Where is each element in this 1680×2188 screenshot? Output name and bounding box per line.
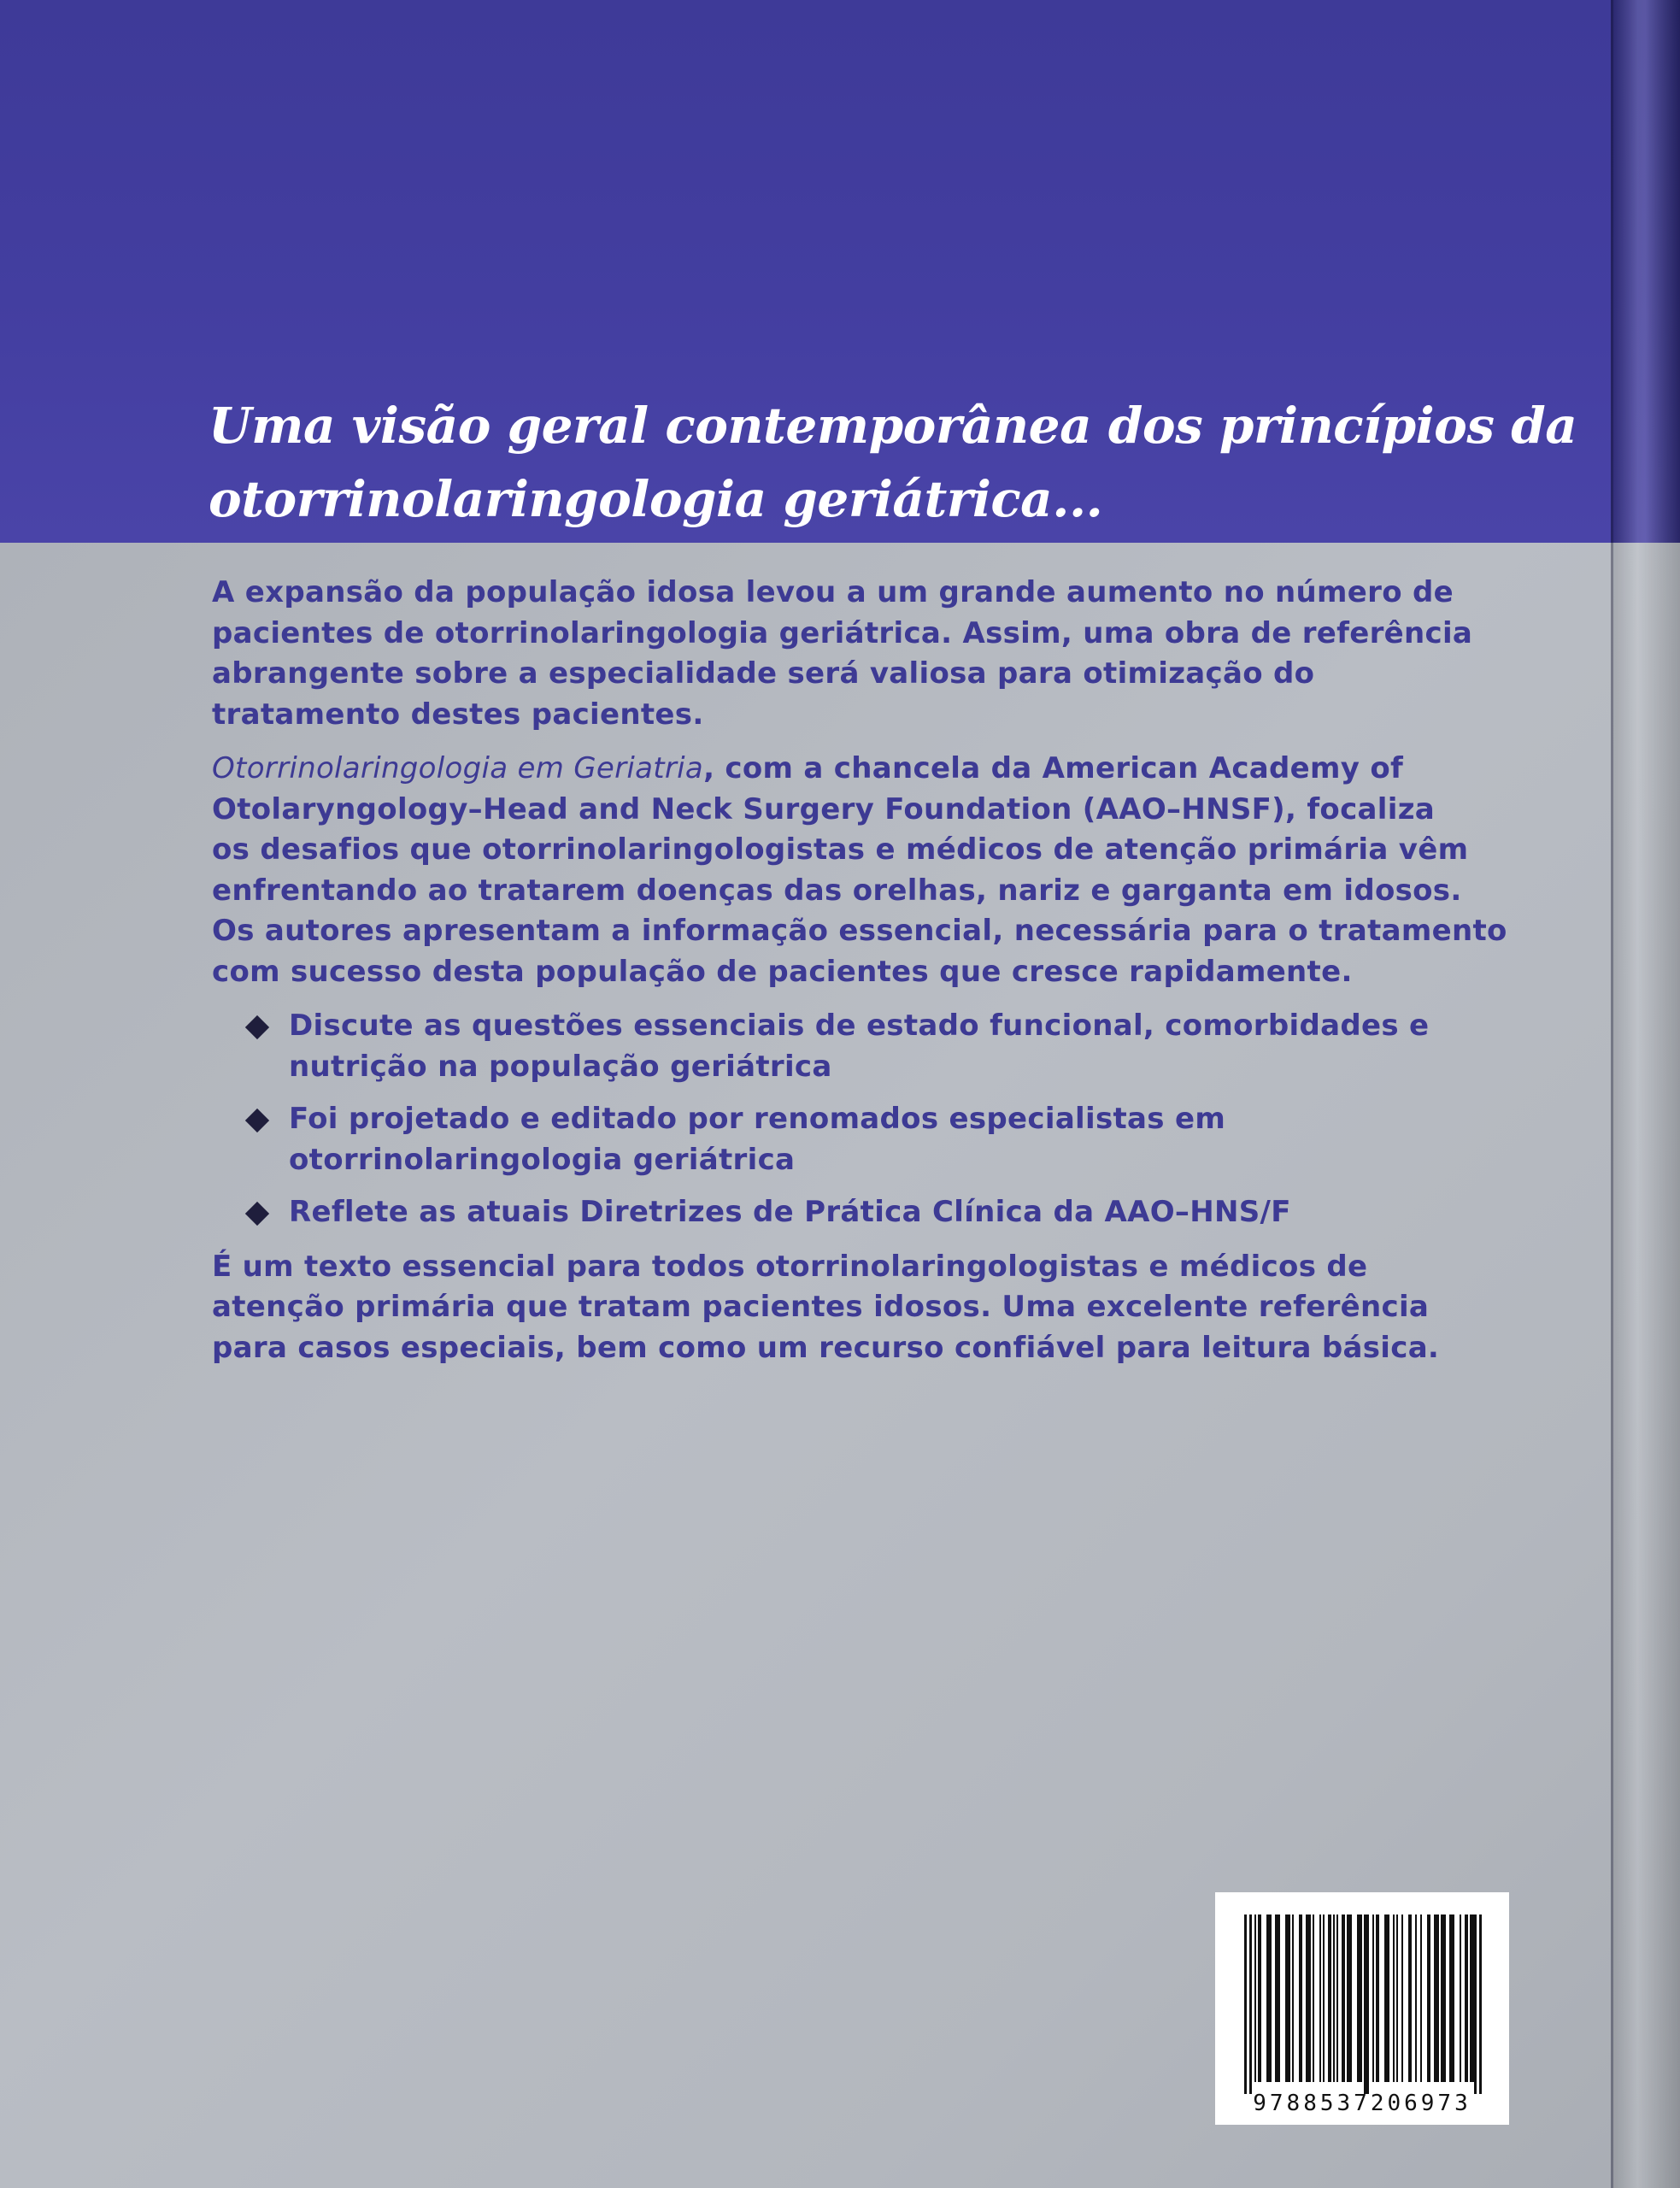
isbn-number: 9788537206973 — [1253, 2091, 1471, 2116]
barcode-bar — [1420, 1914, 1422, 2082]
text-line: pacientes de otorrinolaringologia geriátrica. Assim, uma obra de referência — [212, 615, 1473, 650]
headline-line-2: otorrinolaringologia geriátrica... — [209, 470, 1103, 528]
headline — [209, 389, 1577, 536]
barcode-bar — [1254, 1914, 1256, 2082]
barcode-bar — [1441, 1914, 1446, 2082]
barcode-bar — [1460, 1914, 1461, 2082]
headline-line-1: Uma visão geral contemporânea dos princípios da — [209, 397, 1577, 455]
barcode-bar — [1396, 1914, 1398, 2082]
barcode-bar — [1465, 1914, 1468, 2082]
text-line: atenção primária que tratam pacientes idosos. Uma excelente referência — [212, 1290, 1430, 1324]
barcode-bar — [1434, 1914, 1439, 2082]
barcode-bar — [1347, 1914, 1352, 2082]
text-line: Os autores apresentam a informação essencial, necessária para o tratamento — [212, 914, 1507, 948]
barcode-bar — [1333, 1914, 1335, 2082]
barcode-bar — [1357, 1914, 1362, 2082]
paragraph-description — [212, 749, 1545, 992]
barcode-bar — [1384, 1914, 1389, 2082]
text-line: Discute as questões essenciais de estado funcional, comorbidades e — [289, 1009, 1430, 1043]
text-line: os desafios que otorrinolaringologistas e médicos de atenção primária vêm — [212, 832, 1469, 867]
barcode-bar — [1266, 1914, 1272, 2082]
text-line: tratamento destes pacientes. — [212, 697, 704, 732]
barcode-bar — [1328, 1914, 1331, 2082]
diamond-bullet-icon — [245, 1202, 269, 1226]
text-line: enfrentando ao tratarem doenças das orelhas, nariz e garganta em idosos. — [212, 873, 1462, 908]
bullet-item — [212, 1006, 1545, 1087]
text-line: nutrição na população geriátrica — [289, 1049, 832, 1084]
paragraph-intro — [212, 573, 1545, 735]
barcode-bar — [1306, 1914, 1311, 2082]
barcode-bar — [1376, 1914, 1379, 2082]
barcode-bar — [1323, 1914, 1325, 2082]
text-line: abrangente sobre a especialidade será valiosa para otimização do — [212, 656, 1315, 691]
barcode-bar — [1474, 1914, 1477, 2094]
text-line: Reflete as atuais Diretrizes de Prática Clínica da AAO–HNS/F — [289, 1195, 1291, 1229]
barcode-bar — [1401, 1914, 1403, 2082]
bullet-item — [212, 1099, 1545, 1180]
text-line: É um texto essencial para todos otorrinolaringologistas e médicos de — [212, 1249, 1368, 1284]
barcode-bar — [1292, 1914, 1294, 2082]
text-line-rest: , com a chancela da American Academy of — [703, 751, 1404, 785]
text-line — [212, 749, 1545, 790]
text-line: Otolaryngology–Head and Neck Surgery Foundation (AAO–HNSF), focaliza — [212, 791, 1436, 826]
diamond-bullet-icon — [245, 1109, 269, 1132]
barcode-bar — [1372, 1914, 1374, 2082]
text-line: com sucesso desta população de pacientes que cresce rapidamente. — [212, 954, 1353, 989]
barcode-bar — [1408, 1914, 1412, 2082]
barcode-bar — [1244, 1914, 1247, 2094]
barcode-bar — [1285, 1914, 1290, 2082]
text-line: Foi projetado e editado por renomados especialistas em — [289, 1102, 1226, 1136]
barcode-bar — [1319, 1914, 1321, 2082]
text-line: A expansão da população idosa levou a um grande aumento no número de — [212, 575, 1454, 609]
book-title-italic: Otorrinolaringologia em Geriatria — [212, 751, 704, 785]
barcode-bar — [1427, 1914, 1430, 2082]
barcode-bar — [1342, 1914, 1345, 2082]
barcode-bar — [1449, 1914, 1454, 2082]
book-spine-band — [1611, 0, 1680, 543]
barcode-bar — [1415, 1914, 1417, 2082]
isbn-barcode — [1215, 1892, 1509, 2125]
barcode-bar — [1336, 1914, 1338, 2082]
text-line: otorrinolaringologia geriátrica — [289, 1142, 796, 1177]
bullet-item — [212, 1192, 1545, 1233]
barcode-bar — [1364, 1914, 1369, 2094]
blurb-text — [212, 573, 1545, 1382]
diamond-bullet-icon — [245, 1015, 269, 1039]
barcode-bar — [1299, 1914, 1302, 2082]
paragraph-closing — [212, 1247, 1545, 1369]
barcode-bar — [1393, 1914, 1395, 2082]
barcode-bar — [1249, 1914, 1252, 2094]
barcode-bar — [1258, 1914, 1261, 2082]
feature-bullet-list — [212, 1006, 1545, 1233]
barcode-bar — [1479, 1914, 1482, 2094]
barcode-bar — [1275, 1914, 1280, 2082]
text-line: para casos especiais, bem como um recurso confiável para leitura básica. — [212, 1330, 1440, 1365]
barcode-bar — [1313, 1914, 1314, 2082]
